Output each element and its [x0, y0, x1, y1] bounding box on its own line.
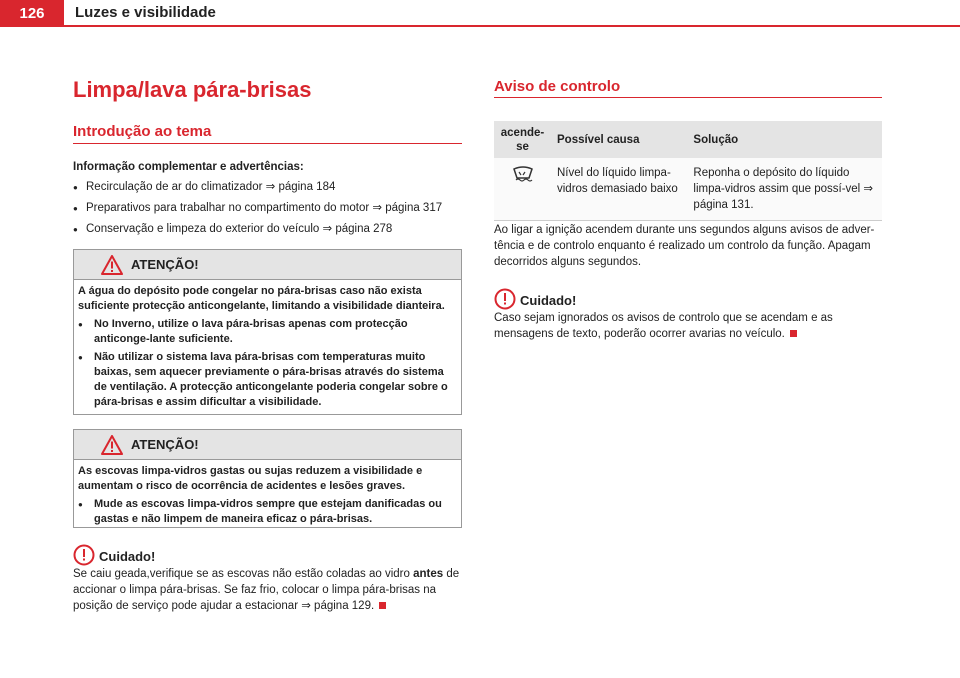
- warning-header: [74, 250, 461, 280]
- warning-box: [73, 249, 462, 415]
- list-item[interactable]: ● Recirculação de ar do climatizador ⇒ página 184: [73, 180, 468, 195]
- body-paragraph: Ao ligar a ignição acendem durante uns segundos alguns avisos de adver-tência e de controlo enquanto é realizado um controlo da função. Apagam decorridos alguns segundos.: [494, 224, 875, 268]
- warning-text: As escovas limpa-vidros gastas ou sujas reduzem a visibilidade e aumentam o risco de ocorrência de acidentes e lesões graves.: [78, 465, 423, 492]
- column-header: Possível causa: [551, 121, 687, 158]
- warning-header: [74, 430, 461, 460]
- warning-body: [74, 280, 461, 417]
- section-divider: [494, 97, 882, 98]
- list-item[interactable]: ● Conservação e limpeza do exterior do veículo ⇒ página 278: [73, 222, 468, 237]
- indicator-table: [494, 121, 882, 221]
- warning-item: ● Não utilizar o sistema lava pára-brisas com temperaturas muito baixas, sem aquecer previamente o pára-brisas através do sistema de ventilação. A protecção anticongelante poderia congelar sobre o pára-brisas e assim dificultar a visibilidade.: [78, 350, 457, 410]
- section-divider: [73, 143, 462, 144]
- washer-fluid-icon: [512, 165, 534, 183]
- warning-label: ATENÇÃO!: [131, 437, 199, 452]
- caution-header: [73, 544, 466, 566]
- caution-text: Se caiu geada,verifique se as escovas não estão coladas ao vidro antes de accionar o limpa pára-brisas. Se faz frio, colocar o limpa pára-brisas na posição de serviço pode ajudar a estacionar ⇒ página 129.: [73, 568, 460, 612]
- warning-triangle-icon: [101, 435, 123, 455]
- column-header: Solução: [687, 121, 882, 158]
- caution-icon: [494, 288, 516, 310]
- warning-box: [73, 429, 462, 528]
- section-end-marker: [790, 330, 797, 337]
- chapter-title: Luzes e visibilidade: [75, 4, 216, 21]
- table-cell: Reponha o depósito do líquido limpa-vidros assim que possí-vel ⇒ página 131.: [687, 158, 882, 221]
- caution-icon: [73, 544, 95, 566]
- section-title: Introdução ao tema: [73, 123, 212, 140]
- warning-body: [74, 460, 461, 534]
- caution-note: [494, 288, 886, 342]
- section-end-marker: [379, 602, 386, 609]
- warning-text: A água do depósito pode congelar no pára-brisas caso não exista suficiente protecção anticongelante, limitando a visibilidade dianteira.: [78, 285, 445, 312]
- caution-note: [73, 544, 466, 614]
- header-divider: [64, 25, 960, 27]
- section-title: Aviso de controlo: [494, 78, 621, 95]
- warning-triangle-icon: [101, 255, 123, 275]
- caution-label: Cuidado!: [520, 293, 577, 308]
- warning-item: ● Mude as escovas limpa-vidros sempre que estejam danificadas ou gastas e não limpem de maneira eficaz o pára-brisas.: [78, 497, 457, 527]
- column-header: acende-se: [494, 121, 551, 158]
- reference-list: [73, 180, 468, 243]
- caution-text: Caso sejam ignorados os avisos de controlo que se acendam e as mensagens de texto, poderão ocorrer avarias no veículo.: [494, 312, 833, 340]
- main-title: Limpa/lava pára-brisas: [73, 77, 312, 102]
- warning-item: ● No Inverno, utilize o lava pára-brisas apenas com protecção anticonge-lante suficiente.: [78, 317, 457, 347]
- list-item[interactable]: ● Preparativos para trabalhar no compartimento do motor ⇒ página 317: [73, 201, 468, 216]
- caution-header: [494, 288, 886, 310]
- warning-label: ATENÇÃO!: [131, 257, 199, 272]
- table-header-row: [494, 121, 882, 158]
- caution-label: Cuidado!: [99, 549, 156, 564]
- table-row: [494, 158, 882, 221]
- table-cell-icon: [494, 158, 551, 221]
- table-cell: Nível do líquido limpa-vidros demasiado baixo: [551, 158, 687, 221]
- page-number: 126: [0, 0, 64, 27]
- intro-heading: Informação complementar e advertências:: [73, 161, 304, 173]
